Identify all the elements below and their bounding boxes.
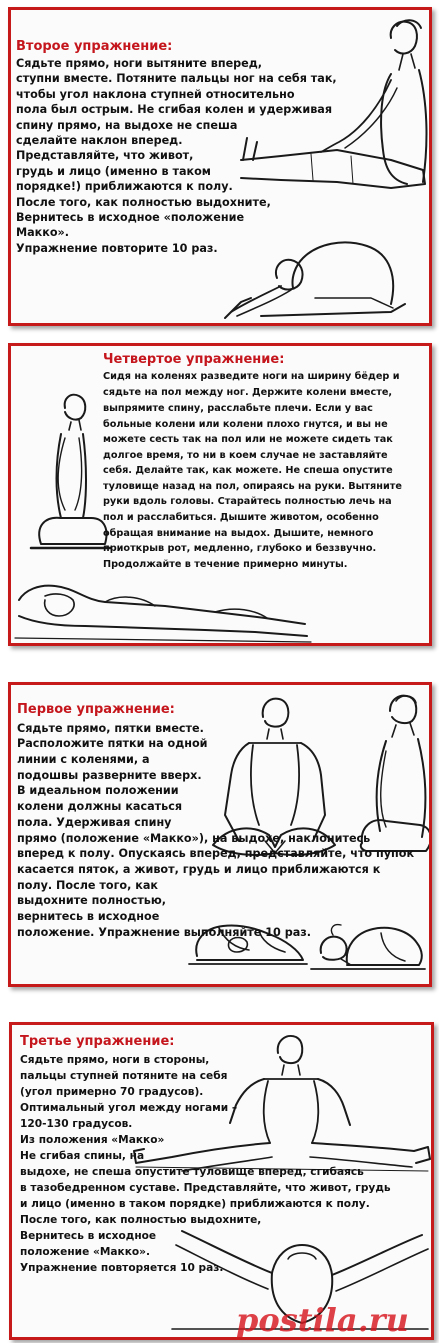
kneeling-figure: [21, 394, 113, 554]
exercise-2-title: Второе упражнение:: [16, 39, 173, 54]
exercise-4-line: себя. Делайте так, как можете. Не спеша опустите: [103, 465, 393, 476]
exercise-2-line: Сядьте прямо, ноги вытяните вперед,: [16, 57, 263, 70]
exercise-1-line: положение. Упражнение выполняйте 10 раз.: [17, 926, 312, 939]
exercise-3-line: После того, как полностью выдохните,: [20, 1214, 262, 1226]
exercise-2-line: После того, как полностью выдохните,: [16, 196, 271, 209]
exercise-3-line: Из положения «Макко»: [20, 1134, 165, 1146]
exercise-2-line: Макко».: [16, 226, 70, 239]
exercise-4-line: можете сесть так на пол или не можете сидеть так: [103, 434, 393, 445]
exercise-4-line: руки вдоль головы. Старайтесь полностью лечь на: [103, 496, 392, 507]
exercise-4-line: долгое время, то ни в коем случае не заставляйте: [103, 450, 388, 461]
exercise-3-line: Сядьте прямо, ноги в стороны,: [20, 1054, 210, 1066]
exercise-1-line: прямо (положение «Макко»), на выдохе, наклонитесь: [17, 832, 371, 845]
exercise-1-card: [8, 682, 432, 987]
exercise-4-line: Сидя на коленях разведите ноги на ширину бёдер и: [103, 371, 400, 382]
exercise-2-line: порядке!) приближаются к полу.: [16, 180, 233, 193]
exercise-4-line: Продолжайте в течение примерно минуты.: [103, 559, 348, 570]
forward-bend-figure: [221, 238, 421, 324]
exercise-2-line: Представляйте, что живот,: [16, 149, 194, 162]
exercise-3-title: Третье упражнение:: [20, 1034, 175, 1049]
exercise-4-line: приоткрыв рот, медленно, глубоко и беззвучно.: [103, 543, 377, 554]
exercise-3-line: выдохе, не спеша опустите туловище вперед, сгибаясь: [20, 1166, 364, 1178]
exercise-4-line: обращая внимание на выдох. Дышите, немного: [103, 528, 374, 539]
exercise-2-line: чтобы угол наклона ступней относительно: [16, 88, 295, 101]
exercise-1-title: Первое упражнение:: [17, 702, 175, 717]
exercise-1-line: вперед к полу. Опускаясь вперед, представляйте, что пупок: [17, 847, 415, 860]
exercise-1-line: Сядьте прямо, пятки вместе.: [17, 722, 204, 735]
exercise-1-line: вернитесь в исходное: [17, 910, 160, 923]
exercise-2-card: [8, 7, 432, 326]
exercise-4-line: туловище назад на пол, опираясь на руки. Вытяните: [103, 481, 402, 492]
exercise-4-line: пол и расслабиться. Дышите животом, особенно: [103, 512, 379, 523]
exercise-3-line: Вернитесь в исходное: [20, 1230, 157, 1242]
exercise-1-line: полу. После того, как: [17, 879, 158, 892]
exercise-3-line: пальцы ступней потяните на себя: [20, 1070, 228, 1082]
exercise-1-line: пола. Удерживая спину: [17, 816, 172, 829]
exercise-2-line: пола был острым. Не сгибая колен и удерживая: [16, 103, 333, 116]
lying-back-figure: [15, 572, 315, 646]
exercise-1-line: выдохните полностью,: [17, 894, 167, 907]
exercise-1-line: Расположите пятки на одной: [17, 737, 208, 750]
exercise-4-line: больные колени или колени плохо гнутся, и вы не: [103, 419, 388, 430]
exercise-1-line: В идеальном положении: [17, 784, 179, 797]
exercise-1-line: касается пяток, а живот, грудь и лицо приближаются к: [17, 863, 381, 876]
exercise-3-line: в тазобедренном суставе. Представляйте, что живот, грудь: [20, 1182, 391, 1194]
exercise-1-line: линии с коленями, а: [17, 753, 150, 766]
exercise-3-line: положение «Макко».: [20, 1246, 151, 1258]
exercise-3-line: и лицо (именно в таком порядке) приближаются к полу.: [20, 1198, 370, 1210]
exercise-3-line: Не сгибая спины, на: [20, 1150, 145, 1162]
exercise-3-line: Оптимальный угол между ногами –: [20, 1102, 238, 1114]
exercise-2-line: ступни вместе. Потяните пальцы ног на себя так,: [16, 72, 337, 85]
exercise-2-line: сделайте наклон вперед.: [16, 134, 183, 147]
exercise-4-title: Четвертое упражнение:: [103, 352, 285, 367]
exercise-3-card: [9, 1022, 434, 1340]
exercise-1-line: колени должны касаться: [17, 800, 183, 813]
exercise-3-line: 120-130 градусов.: [20, 1118, 133, 1130]
exercise-2-line: Упражнение повторите 10 раз.: [16, 242, 218, 255]
exercise-4-line: выпрямите спину, расслабьте плечи. Если у вас: [103, 403, 373, 414]
exercise-1-line: подошвы разверните вверх.: [17, 769, 202, 782]
exercise-2-line: Вернитесь в исходное «положение: [16, 211, 245, 224]
exercise-2-line: спину прямо, на выдохе не спеша: [16, 119, 238, 132]
exercise-3-line: Упражнение повторяется 10 раз.: [20, 1262, 224, 1274]
exercise-4-card: [8, 343, 432, 646]
watermark: postila.ru: [236, 1301, 409, 1339]
exercise-3-line: (угол примерно 70 градусов).: [20, 1086, 204, 1098]
forward-fold-figure-2: [311, 917, 426, 973]
exercise-2-line: грудь и лицо (именно в таком: [16, 165, 211, 178]
exercise-4-line: сядьте на пол между ног. Держите колени вместе,: [103, 387, 393, 398]
